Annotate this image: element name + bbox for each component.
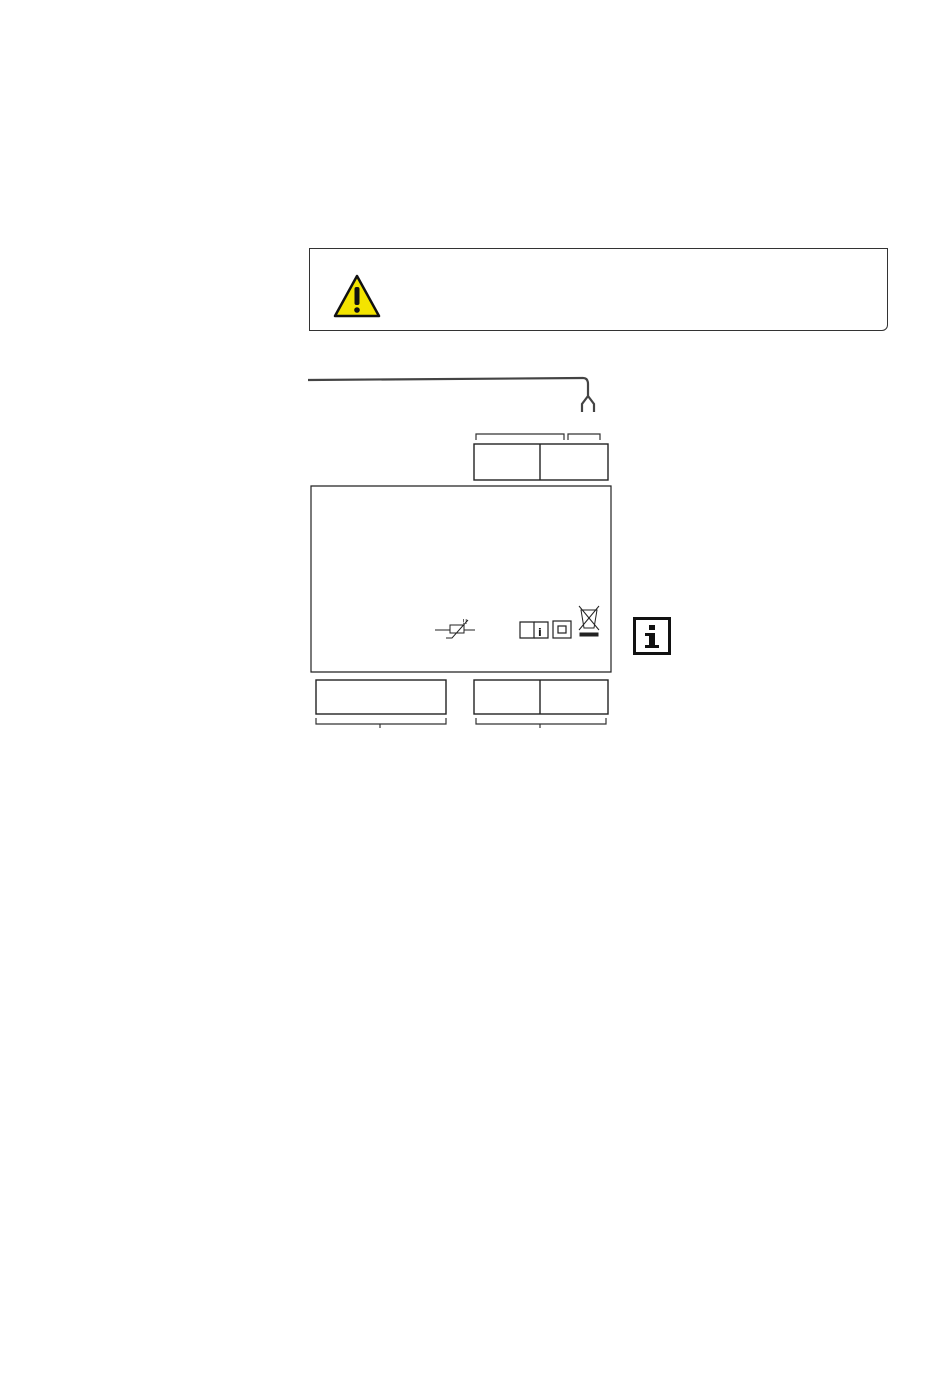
bus-cable [308, 378, 594, 412]
weee-bin-icon [579, 606, 599, 636]
group-a-bracket [316, 718, 446, 724]
warning-instruction [416, 313, 422, 328]
warning-box [309, 248, 888, 331]
double-insulation-icon [553, 621, 571, 638]
svg-text:i: i [538, 626, 542, 639]
warning-triangle-icon [333, 274, 381, 318]
svg-text:!!: !! [462, 618, 468, 626]
info-icon [633, 617, 671, 655]
top-terminal-block [474, 444, 608, 480]
group-b-bracket [476, 718, 606, 724]
varistor-icon [435, 618, 475, 638]
housing [311, 486, 611, 672]
bottom-left-terminal-block [316, 680, 446, 714]
group-c-bracket [568, 434, 600, 440]
group-d-bracket [476, 434, 564, 440]
sensor-module-diagram [300, 370, 620, 770]
legend-c [631, 413, 891, 421]
manual-icon [520, 622, 548, 639]
bottom-right-terminal-block [474, 680, 608, 714]
